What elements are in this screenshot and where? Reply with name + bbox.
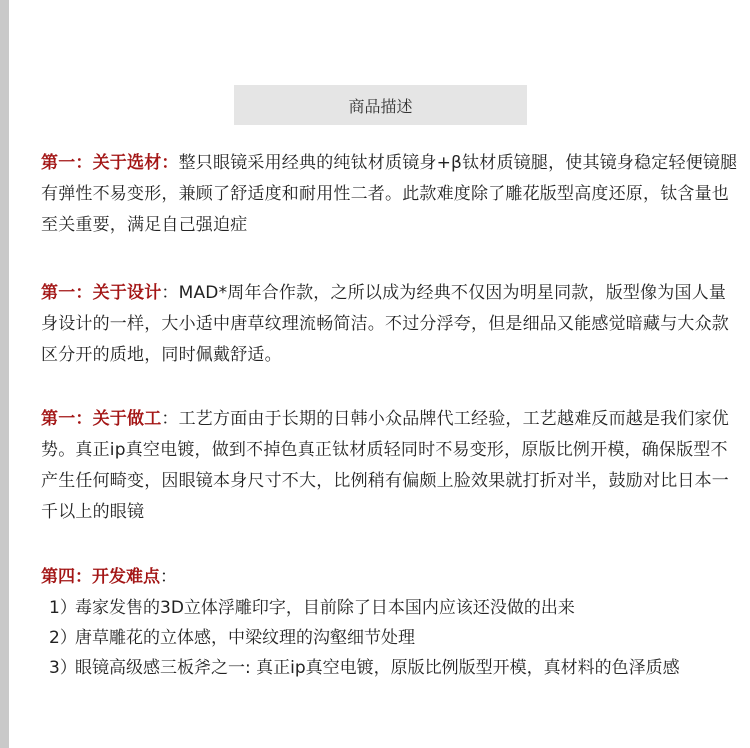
craft-section bbox=[41, 404, 741, 528]
material-section-label: 第一：关于选材 bbox=[41, 153, 162, 173]
material-section-text: 整只眼镜采用经典的纯钛材质镜身+β钛材质镜腿，使其镜身稳定轻便镜腿有弹性不易变形，兼顾了舒适度和耐用性二者。此款难度除了雕花版型高度还原，钛含量也至关重要，满足自己强迫症 bbox=[41, 153, 738, 235]
list-item-number: 2） bbox=[49, 628, 77, 648]
list-item-number: 1） bbox=[49, 598, 77, 618]
craft-section-label: 第一：关于做工 bbox=[41, 409, 162, 429]
design-section-text: MAD*周年合作款，之所以成为经典不仅因为明星同款，版型像为国人量身设计的一样，大小适中唐草纹理流畅简洁。不过分浮夸，但是细品又能感觉暗藏与大众款区分开的质地，同时佩戴舒适。 bbox=[41, 283, 729, 365]
design-section bbox=[41, 278, 741, 371]
product-description-page bbox=[9, 0, 750, 748]
craft-section-separator: ： bbox=[161, 409, 179, 429]
list-item bbox=[49, 593, 749, 623]
difficulties-list bbox=[49, 593, 749, 683]
material-section-separator: ： bbox=[161, 153, 179, 173]
material-section bbox=[41, 148, 741, 241]
difficulties-label: 第四：开发难点 bbox=[41, 567, 160, 587]
list-item bbox=[49, 653, 749, 683]
section-header bbox=[234, 85, 527, 125]
list-item-text: 眼镜高级感三板斧之一: 真正ip真空电镀，原版比例版型开模，真材料的色泽质感 bbox=[75, 658, 680, 678]
list-item-text: 唐草雕花的立体感，中梁纹理的沟壑细节处理 bbox=[75, 628, 415, 648]
list-item-text: 毒家发售的3D立体浮雕印字，目前除了日本国内应该还没做的出来 bbox=[75, 598, 575, 618]
design-section-label: 第一：关于设计 bbox=[41, 283, 162, 303]
craft-section-text: 工艺方面由于长期的日韩小众品牌代工经验，工艺越难反而越是我们家优势。真正ip真空电镀，做到不掉色真正钛材质轻同时不易变形，原版比例开模，确保版型不产生任何畸变，因眼镜本身尺寸不大，比例稍有偏颇上脸效果就打折对半，鼓励对比日本一千以上的眼镜 bbox=[41, 409, 730, 522]
difficulties-heading bbox=[41, 562, 177, 593]
list-item-number: 3） bbox=[49, 658, 77, 678]
left-border-strip bbox=[0, 0, 9, 748]
section-header-title: 商品描述 bbox=[348, 96, 413, 116]
list-item bbox=[49, 623, 749, 653]
difficulties-separator: ： bbox=[160, 567, 177, 587]
design-section-separator: ： bbox=[161, 283, 179, 303]
